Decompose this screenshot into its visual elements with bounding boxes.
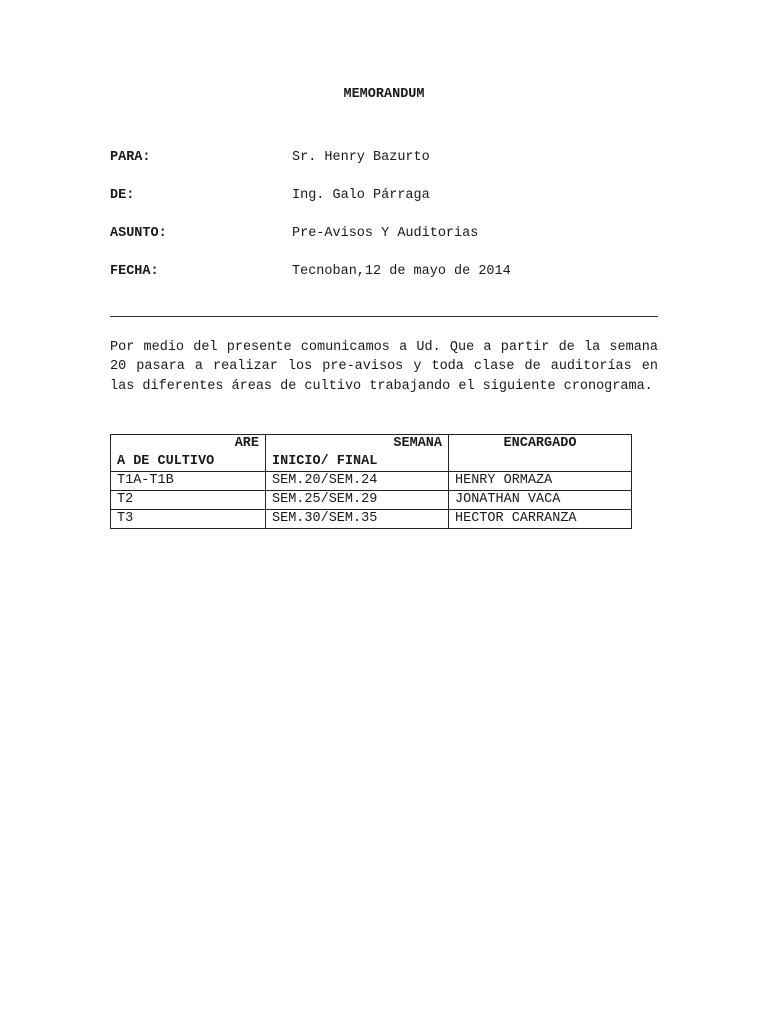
header-semana-line1: SEMANA [393, 436, 442, 451]
cell-encargado: HENRY ORMAZA [449, 472, 632, 491]
field-de [110, 188, 658, 206]
cell-area: T2 [111, 491, 266, 510]
cell-semana: SEM.20/SEM.24 [266, 472, 449, 491]
field-asunto [110, 226, 658, 244]
cell-semana: SEM.30/SEM.35 [266, 510, 449, 529]
field-para-label: PARA: [110, 150, 151, 165]
field-para-value: Sr. Henry Bazurto [292, 150, 430, 165]
cell-encargado: HECTOR CARRANZA [449, 510, 632, 529]
memo-title: MEMORANDUM [343, 87, 425, 102]
table-header-row [111, 435, 632, 472]
table-row [111, 472, 632, 491]
field-asunto-value: Pre-Avisos Y Auditorias [292, 226, 479, 241]
header-semana-line2: INICIO/ FINAL [272, 454, 378, 469]
memo-body: Por medio del presente comunicamos a Ud. Que a partir de la semana 20 pasara a realizar los pre-avisos y toda clase de auditorías en las diferentes áreas de cultivo trabajando el siguiente cronograma. [110, 340, 658, 394]
schedule-table [110, 434, 632, 529]
field-asunto-label: ASUNTO: [110, 226, 167, 241]
cell-encargado: JONATHAN VACA [449, 491, 632, 510]
header-encargado: ENCARGADO [449, 435, 632, 472]
header-area [111, 435, 266, 472]
cell-area: T3 [111, 510, 266, 529]
field-para [110, 150, 658, 168]
header-area-line2: A DE CULTIVO [117, 454, 215, 469]
field-fecha [110, 264, 658, 282]
table-row [111, 491, 632, 510]
separator-line [110, 316, 658, 317]
header-area-line1: ARE [234, 436, 259, 451]
field-fecha-value: Tecnoban,12 de mayo de 2014 [292, 264, 511, 279]
table-row [111, 510, 632, 529]
cell-semana: SEM.25/SEM.29 [266, 491, 449, 510]
field-fecha-label: FECHA: [110, 264, 159, 279]
header-semana [266, 435, 449, 472]
cell-area: T1A-T1B [111, 472, 266, 491]
field-de-label: DE: [110, 188, 135, 203]
field-de-value: Ing. Galo Párraga [292, 188, 430, 203]
